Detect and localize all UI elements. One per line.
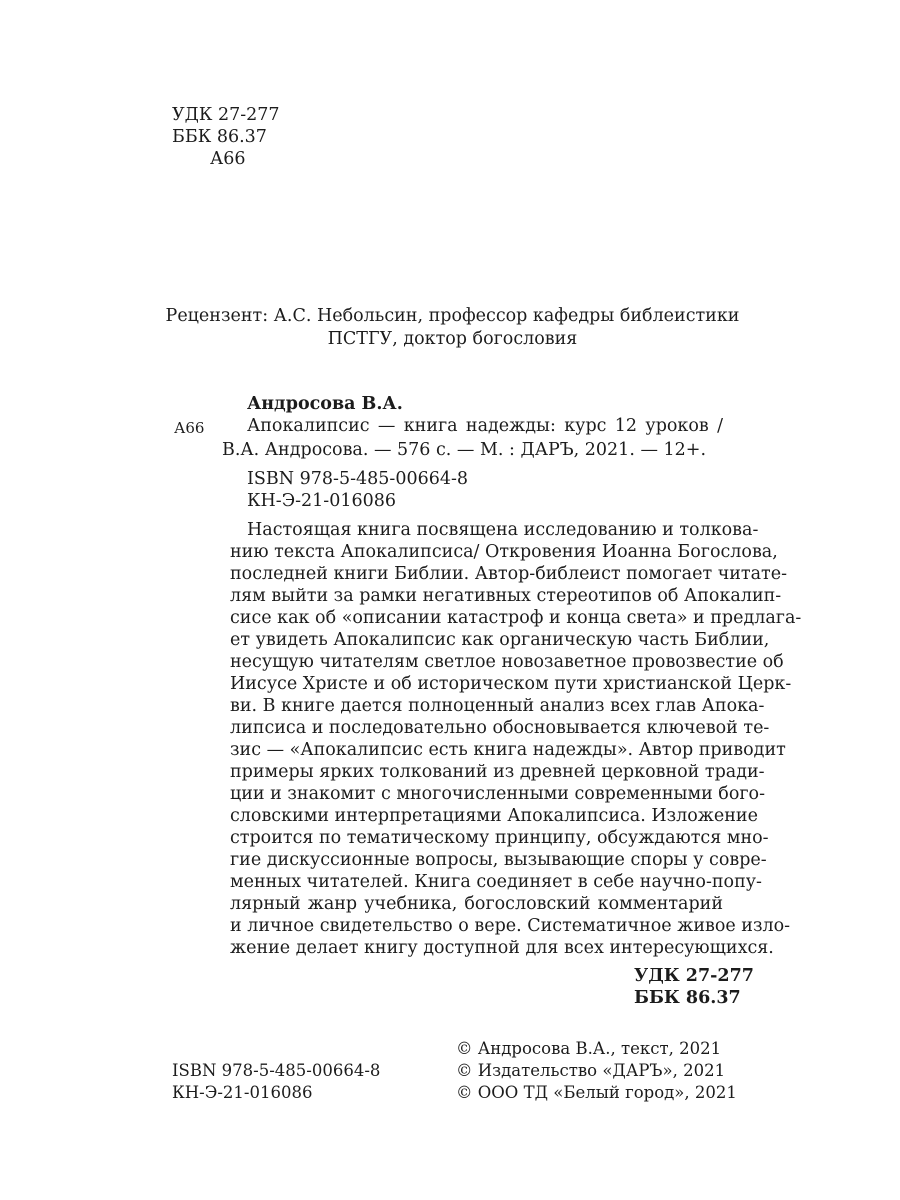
annotation-line: последней книги Библии. Автор-библеист помогает читате- bbox=[230, 564, 787, 584]
bbk-code-bold: ББК 86.37 bbox=[634, 988, 741, 1008]
annotation-line: липсиса и последовательно обосновывается ключевой те- bbox=[230, 718, 770, 738]
book-title-line-1: Апокалипсис — книга надежды: курс 12 уроков / bbox=[247, 416, 723, 436]
reviewer-line-1: Рецензент: А.С. Небольсин, профессор кафедры библеистики bbox=[165, 306, 740, 326]
annotation-line: ви. В книге дается полноценный анализ всех глав Апока- bbox=[230, 696, 765, 716]
footer-isbn: ISBN 978-5-485-00664-8 bbox=[172, 1061, 381, 1080]
footer-kn: КН-Э-21-016086 bbox=[172, 1083, 313, 1102]
book-title-line-2: В.А. Андросова. — 576 с. — М. : ДАРЪ, 2021. — 12+. bbox=[222, 440, 707, 460]
copyright-publisher: © Издательство «ДАРЪ», 2021 bbox=[456, 1061, 726, 1080]
reviewer-line-2: ПСТГУ, доктор богословия bbox=[327, 329, 578, 349]
annotation-line: строится по тематическому принципу, обсуждаются мно- bbox=[230, 828, 769, 848]
annotation-line: примеры ярких толкований из древней церковной тради- bbox=[230, 762, 765, 782]
annotation-line: Настоящая книга посвящена исследованию и толкова- bbox=[247, 520, 759, 540]
author-name: Андросова В.А. bbox=[247, 394, 403, 414]
annotation-line: ции и знакомит с многочисленными современными бого- bbox=[230, 784, 765, 804]
annotation-line: Иисусе Христе и об историческом пути христианской Церк- bbox=[230, 674, 792, 694]
annotation-line: нию текста Апокалипсиса/ Откровения Иоанна Богослова, bbox=[230, 542, 778, 562]
annotation-line: словскими интерпретациями Апокалипсиса. Изложение bbox=[230, 806, 758, 826]
annotation-line: сисе как об «описании катастроф и конца света» и предлага- bbox=[230, 608, 802, 628]
udk-code: УДК 27-277 bbox=[172, 105, 280, 125]
bbk-code: ББК 86.37 bbox=[172, 127, 267, 147]
kn-number: КН-Э-21-016086 bbox=[247, 491, 397, 511]
annotation-line: менных читателей. Книга соединяет в себе научно-попу- bbox=[230, 872, 762, 892]
annotation-line: лям выйти за рамки негативных стереотипов об Апокалип- bbox=[230, 586, 782, 606]
annotation-line: и личное свидетельство о вере. Систематичное живое изло- bbox=[230, 916, 791, 936]
udk-code-bold: УДК 27-277 bbox=[634, 966, 754, 986]
annotation-line: гие дискуссионные вопросы, вызывающие споры у совре- bbox=[230, 850, 767, 870]
annotation-line: зис — «Апокалипсис есть книга надежды». Автор приводит bbox=[230, 740, 786, 760]
copyright-distributor: © ООО ТД «Белый город», 2021 bbox=[456, 1083, 737, 1102]
copyright-author: © Андросова В.А., текст, 2021 bbox=[456, 1039, 722, 1058]
annotation-line: несущую читателям светлое новозаветное провозвестие об bbox=[230, 652, 784, 672]
author-mark: А66 bbox=[210, 149, 246, 169]
annotation-line: лярный жанр учебника, богословский комментарий bbox=[230, 894, 723, 914]
isbn: ISBN 978-5-485-00664-8 bbox=[247, 469, 469, 489]
annotation-line: ет увидеть Апокалипсис как органическую часть Библии, bbox=[230, 630, 770, 650]
author-mark-side: А66 bbox=[174, 419, 205, 437]
annotation-line: жение делает книгу доступной для всех интересующихся. bbox=[230, 938, 774, 958]
